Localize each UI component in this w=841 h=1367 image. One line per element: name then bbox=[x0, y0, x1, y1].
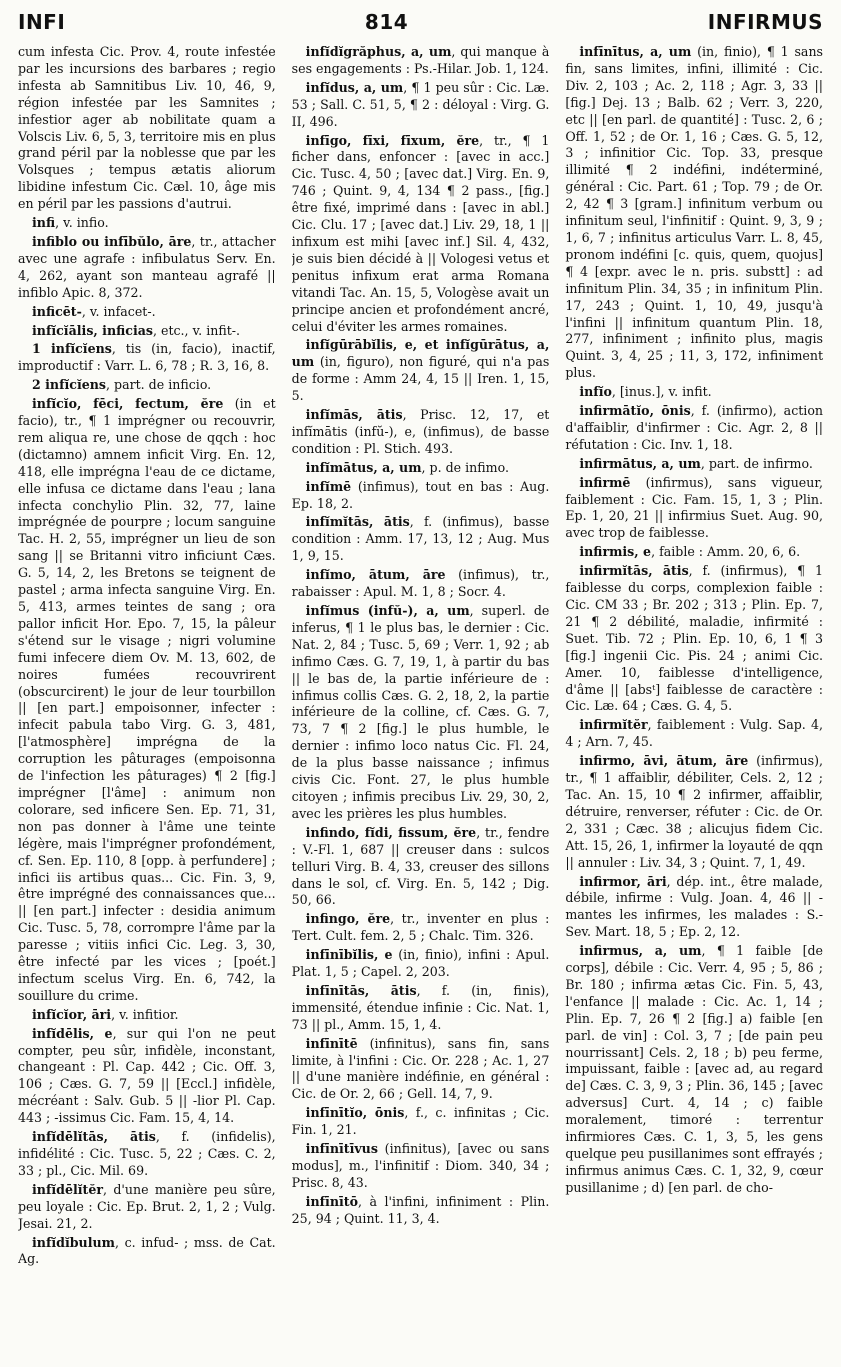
entry-definition: , tr., attacher avec une agrafe : infibulatus Serv. En. 4, 262, ayant son manteau agrafé || infiblo Apic. 8, 372. bbox=[18, 233, 276, 300]
column-2 bbox=[292, 44, 550, 1360]
dictionary-entry bbox=[565, 475, 823, 543]
entry-definition: , tr., ¶ 1 ficher dans, enfoncer : [avec in acc.] Cic. Tusc. 4, 50 ; [avec dat.] Virg. En. 9, 746 ; Quint. 9, 4, 134 ¶ 2 pass., [fig.] être fixé, imprimé dans : [avec in abl.] Cic. Clu. 17 ; [avec dat.] Liv. 29, 18, 1 || infixum est mihi [avec inf.] Sil. 4, 432, je suis bien décidé à || Vologesi vetus et penitus infixum erat arma Romana vitandi Tac. An. 15, 5, Vologèse avait un principe ancien et profondément ancré, celui d'éviter les armes romaines. bbox=[291, 132, 550, 334]
dictionary-entry bbox=[292, 337, 550, 405]
dictionary-entry bbox=[18, 304, 276, 321]
column-3 bbox=[565, 44, 823, 1360]
entry-definition: (in, finio), infini : Apul. Plat. 1, 5 ; Capel. 2, 203. bbox=[291, 947, 550, 980]
dictionary-entry bbox=[18, 1026, 276, 1127]
entry-headword: infi bbox=[32, 215, 56, 231]
entry-headword: infirmis, e bbox=[579, 544, 652, 560]
dictionary-entry bbox=[292, 133, 550, 336]
entry-headword: infĭmo, ātum, āre bbox=[305, 567, 446, 583]
entry-headword: infirmus, a, um bbox=[579, 943, 702, 959]
dictionary-entry bbox=[565, 717, 823, 751]
dictionary-entry bbox=[18, 215, 276, 232]
dictionary-entry bbox=[18, 234, 276, 302]
dictionary-entry bbox=[565, 563, 823, 715]
dictionary-entry bbox=[565, 384, 823, 401]
entry-definition: (infimus), tout en bas : Aug. Ep. 18, 2. bbox=[291, 478, 550, 511]
entry-headword: 2 infĭcĭens bbox=[32, 377, 107, 393]
entry-headword: infingo, ĕre bbox=[305, 911, 391, 927]
entry-headword: infĭdēlis, e bbox=[32, 1025, 113, 1041]
entry-headword: infĭmus (infŭ-), a, um bbox=[305, 603, 470, 618]
entry-definition: , v. infacet-. bbox=[81, 303, 156, 319]
entry-definition: (in, figuro), non figuré, qui n'a pas de forme : Amm 24, 4, 15 || Iren. 1, 15, 5. bbox=[291, 354, 550, 404]
dictionary-entry bbox=[292, 514, 550, 565]
entry-headword: infĭmātus, a, um bbox=[305, 459, 422, 475]
dictionary-entry bbox=[292, 1194, 550, 1228]
header-left-guideword: INFI bbox=[18, 10, 66, 34]
entry-headword: infĭo bbox=[579, 384, 612, 400]
entry-headword: infiblo ou infībŭlo, āre bbox=[32, 233, 192, 249]
dictionary-entry bbox=[292, 460, 550, 477]
entry-headword: infĭmās, ātis bbox=[305, 407, 403, 423]
dictionary-entry bbox=[18, 377, 276, 394]
entry-definition: , faible : Amm. 20, 6, 6. bbox=[651, 544, 801, 560]
entry-definition: , f. (infimus), basse condition : Amm. 17, 13, 12 ; Aug. Mus 1, 9, 15. bbox=[291, 514, 550, 564]
entry-headword: infĭcĭālis, inficias bbox=[32, 322, 153, 338]
entry-definition: , tr., inventer en plus : Tert. Cult. fem. 2, 5 ; Chalc. Tim. 326. bbox=[291, 911, 550, 944]
entry-headword: infirmĭtĕr bbox=[579, 717, 648, 733]
entry-definition: , dép. int., être malade, débile, infirme : Vulg. Joan. 4, 46 || -mantes les infirmes, les malades : S.-Sev. Mart. 18, 5 ; Ep. 2, 12. bbox=[565, 873, 824, 940]
entry-headword: infĭdĭgrăphus, a, um bbox=[305, 44, 452, 59]
header-right-guideword: INFIRMUS bbox=[707, 10, 823, 34]
dictionary-entry bbox=[18, 1129, 276, 1180]
entry-definition: , Prisc. 12, 17, et infĭmātis (infŭ-), e, (infimus), de basse condition : Pl. Stich. 493. bbox=[291, 407, 550, 456]
entry-headword: infĭdĭbulum bbox=[32, 1234, 115, 1250]
dictionary-entry bbox=[565, 753, 823, 871]
entry-definition: , p. de infimo. bbox=[421, 459, 509, 475]
entry-definition: , à l'infini, infiniment : Plin. 25, 94 ; Quint. 11, 3, 4. bbox=[291, 1193, 550, 1226]
dictionary-entry bbox=[565, 456, 823, 473]
dictionary-entry bbox=[18, 341, 276, 375]
dictionary-entry bbox=[18, 1007, 276, 1024]
dictionary-entry bbox=[292, 983, 550, 1034]
entry-headword: infirmē bbox=[579, 474, 631, 490]
dictionary-entry bbox=[292, 567, 550, 601]
entry-definition: , part. de infirmo. bbox=[700, 455, 813, 471]
entry-definition: , f., c. infinitas ; Cic. Fin. 1, 21. bbox=[291, 1105, 550, 1138]
dictionary-entry bbox=[292, 825, 550, 910]
entry-definition: (in, finio), ¶ 1 sans fin, sans limites, infini, illimité : Cic. Div. 2, 103 ; Ac. 2, 118 ; Agr. 3, 33 || [fig.] Dej. 13 ; Balb. 62 ; Verr. 3, 220, etc || [en parl. de quantité] : Tusc. 2, 6 ; Off. 1, 52 ; de Or. 1, 16 ; Cæs. G. 5, 12, 3 ; infinitior Cic. Top. 33, presque illimité ¶ 2 indéfini, indéterminé, général : Cic. Part. 61 ; Top. 79 ; de Or. 2, 42 ¶ 3 [gram.] infinitum verbum ou infinitum seul, l'infinitif : Quint. 9, 3, 9 ; 1, 6, 7 ; infinitus articulus Varr. L. 8, 45, pronom indéfini [c. quis, quem, quojus] ¶ 4 [expr. avec le n. pris. substt] : ad infinitum Plin. 34, 35 ; in infinitum Plin. 17, 243 ; Quint. 1, 10, 49, jusqu'à l'infini || infinitum quantum Plin. 18, 277, infiniment ; infinito plus, magis Quint. 3, 4, 25 ; 11, 3, 172, infiniment plus. bbox=[565, 44, 824, 381]
dictionary-entry bbox=[565, 874, 823, 942]
entry-headword: infīnītās, ātis bbox=[305, 982, 417, 998]
page-number: 814 bbox=[364, 10, 409, 34]
entry-headword: infĭgūrābĭlis, e, et infĭgūrātus, a, um bbox=[291, 337, 550, 370]
dictionary-entry bbox=[565, 943, 823, 1197]
entry-headword: infirmātĭo, ōnis bbox=[579, 403, 691, 419]
entry-headword: infīnītus, a, um bbox=[579, 44, 692, 59]
entry-headword: infindo, fĭdi, fissum, ĕre bbox=[305, 824, 477, 840]
dictionary-entry bbox=[292, 1036, 550, 1104]
entry-headword: infirmātus, a, um bbox=[579, 455, 701, 471]
entry-headword: infīnītō bbox=[305, 1193, 358, 1209]
entry-headword: infĭmē bbox=[305, 478, 352, 494]
entry-definition: (in et facio), tr., ¶ 1 imprégner ou recouvrir, rem aliqua re, une chose de qqch : hoc (dictamno) amnem inficit Virg. En. 12, 418, elle imprégna l'eau de ce dictame, elle infusa ce dictame dans l'eau ; lana infecta conchylio Plin. 32, 77, laine imprégnée de pourpre ; locum sanguine Tac. H. 2, 55, imprégner un lieu de son sang || se Britanni vitro inficiunt Cæs. G. 5, 14, 2, les Bretons se teignent de pastel ; arma infecta sanguine Virg. En. 5, 413, armes teintes de sang ; ora pallor inficit Hor. Epo. 7, 15, la pâleur s'étend sur le visage ; nigri volumine fumi infecere diem Ov. M. 13, 602, de noires fumées recouvrirent (obscurcirent) le jour de leur tourbillon || [en part.] empoisonner, infecter : infecit pabula tabo Virg. G. 3, 481, [l'atmosphère] imprégna de la corruption les pâturages (empoisonna de l'infection les pâturages) ¶ 2 [fig.] imprégner [l'âme] : animum non colorare, sed inficere Sen. Ep. 71, 31, non pas donner à l'âme une teinte légère, mais l'imprégner profondément, cf. Sen. Ep. 110, 8 [opp. à perfundere] ; infici iis artibus quas... Cic. Fin. 3, 9, être imprégné des connaissances que... || [en part.] infecter : desidia animum Cic. Tusc. 5, 78, corrompre l'âme par la paresse ; vitiis infici Cic. Leg. 3, 30, être infecté par les vices ; [poét.] infectum scelus Virg. En. 6, 742, la souillure du crime. bbox=[18, 396, 276, 1003]
dictionary-entry bbox=[292, 947, 550, 981]
entry-definition: , f. (infirmus), ¶ 1 faiblesse du corps, complexion faible : Cic. CM 33 ; Br. 202 ; 313 ; Plin. Ep. 7, 21 ¶ 2 débilité, maladie, infirmité : Suet. Tib. 72 ; Plin. Ep. 10, 6, 1 ¶ 3 [fig.] ingenii Cic. Pis. 24 ; animi Cic. Amer. 10, faiblesse d'intelligence, d'âme || [absᵗ] faiblesse de caractère : Cic. Læ. 64 ; Cæs. G. 4, 5. bbox=[565, 563, 824, 714]
columns bbox=[18, 44, 823, 1360]
entry-definition: (infinitus), [avec ou sans modus], m., l'infinitif : Diom. 340, 34 ; Prisc. 8, 43. bbox=[291, 1141, 550, 1190]
entry-definition: , faiblement : Vulg. Sap. 4, 4 ; Arn. 7, 45. bbox=[565, 717, 824, 750]
entry-headword: infirmor, āri bbox=[579, 873, 667, 889]
entry-headword: infīnītīvus bbox=[305, 1141, 378, 1157]
entry-definition: , f. (infirmo), action d'affaiblir, d'infirmer : Cic. Agr. 2, 8 || réfutation : Cic. Inv. 1, 18. bbox=[565, 403, 824, 452]
entry-headword: infīnītĭo, ōnis bbox=[305, 1105, 405, 1121]
dictionary-entry bbox=[292, 80, 550, 131]
dictionary-entry bbox=[18, 1182, 276, 1233]
entry-headword: infĭcĭo, fēci, fectum, ĕre bbox=[32, 396, 224, 412]
dictionary-entry bbox=[565, 544, 823, 561]
entry-definition: , [inus.], v. infit. bbox=[611, 384, 712, 400]
entry-definition: , etc., v. infit-. bbox=[152, 322, 241, 338]
entry-headword: infĭcĭor, āri bbox=[32, 1006, 112, 1022]
dictionary-entry bbox=[18, 396, 276, 1005]
entry-definition: , f. (infidelis), infidélité : Cic. Tusc. 5, 22 ; Cæs. C. 2, 33 ; pl., Cic. Mil. 69. bbox=[18, 1129, 276, 1178]
entry-definition: (infirmus), tr., ¶ 1 affaiblir, débiliter, Cels. 2, 12 ; Tac. An. 15, 10 ¶ 2 infirmer, affaiblir, détruire, renverser, réfuter : Cic. de Or. 2, 331 ; Cæc. 38 ; alicujus fidem Cic. Att. 15, 26, 1, infirmer la loyauté de qqn || annuler : Liv. 34, 3 ; Quint. 7, 1, 49. bbox=[565, 753, 824, 870]
dictionary-entry bbox=[292, 407, 550, 458]
entry-definition: , v. infitior. bbox=[111, 1006, 179, 1022]
entry-definition: , superl. de inferus, ¶ 1 le plus bas, le dernier : Cic. Nat. 2, 84 ; Tusc. 5, 69 ; Verr. 1, 92 ; ab infimo Cæs. G. 7, 19, 1, à partir du bas || le bas de, la partie inférieure de : infimus collis Cæs. G. 2, 18, 2, la partie inférieure de la colline, cf. Cæs. G. 7, 73, 7 ¶ 2 [fig.] le plus humble, le dernier : infimo loco natus Cic. Fl. 24, de la plus basse naissance ; infimus civis Cic. Font. 27, le plus humble citoyen ; infimis precibus Liv. 29, 30, 2, avec les prières les plus humbles. bbox=[291, 603, 550, 821]
entry-headword: infirmĭtās, ātis bbox=[579, 563, 689, 579]
dictionary-entry bbox=[292, 603, 550, 823]
entry-definition: (infirmus), sans vigueur, faiblement : Cic. Fam. 15, 1, 3 ; Plin. Ep. 1, 20, 21 || infirmius Suet. Aug. 90, avec trop de faiblesse. bbox=[565, 474, 824, 541]
dictionary-entry bbox=[565, 403, 823, 454]
entry-definition: , ¶ 1 faible [de corps], débile : Cic. Verr. 4, 95 ; 5, 86 ; Br. 180 ; infirma ætas Cic. Fin. 5, 43, l'enfance || malade : Cic. Ac. 1, 14 ; Plin. Ep. 7, 26 ¶ 2 [fig.] a) faible [en parl. de vin] : Col. 3, 7 ; [de pain peu nourrissant] Cels. 2, 18 ; b) peu ferme, impuissant, faible : [avec ad, au regard de] Cæs. C. 3, 9, 3 ; Plin. 36, 145 ; [avec adversus] Curt. 4, 14 ; c) faible moralement, timoré : terrentur infirmiores Cæs. C. 1, 3, 5, les gens quelque peu pusillanimes sont effrayés ; infirmus animus Cæs. C. 1, 32, 9, cœur pusillanime ; d) [en parl. de cho- bbox=[565, 943, 824, 1195]
dictionary-entry bbox=[292, 479, 550, 513]
entry-headword: infirmo, āvi, ātum, āre bbox=[579, 753, 749, 769]
dictionary-entry bbox=[292, 911, 550, 945]
entry-definition: , tis (in, facio), inactif, improductif : Varr. L. 6, 78 ; R. 3, 16, 8. bbox=[18, 341, 276, 374]
dictionary-entry bbox=[565, 44, 823, 382]
entry-headword: 1 infĭcĭens bbox=[32, 341, 112, 357]
entry-headword: infĭdēlĭtās, ātis bbox=[32, 1129, 156, 1145]
entry-definition: , f. (in, finis), immensité, étendue infinie : Cic. Nat. 1, 73 || pl., Amm. 15, 1, 4. bbox=[291, 982, 550, 1032]
entry-headword: infīnītē bbox=[305, 1035, 358, 1051]
entry-headword: infīnībĭlis, e bbox=[305, 947, 393, 963]
entry-definition: , v. infio. bbox=[55, 215, 109, 231]
page-header bbox=[18, 10, 823, 44]
dictionary-entry bbox=[292, 1141, 550, 1192]
entry-headword: infīgo, fīxi, fīxum, ĕre bbox=[305, 132, 480, 148]
dictionary-entry bbox=[292, 1105, 550, 1139]
entry-headword: infĭdus, a, um bbox=[305, 79, 404, 95]
entry-headword: infĭmĭtās, ātis bbox=[305, 514, 410, 530]
column-1 bbox=[18, 44, 276, 1360]
entry-definition: (infinitus), sans fin, sans limite, à l'infini : Cic. Or. 228 ; Ac. 1, 27 || d'une manière indéfinie, en général : Cic. de Or. 2, 66 ; Gell. 14, 7, 9. bbox=[291, 1035, 550, 1102]
dictionary-entry bbox=[292, 44, 550, 78]
entry-definition: , c. infud- ; mss. de Cat. Ag. bbox=[18, 1234, 276, 1267]
entry-definition: , d'une manière peu sûre, peu loyale : Cic. Ep. Brut. 2, 1, 2 ; Vulg. Jesai. 21, 2. bbox=[18, 1181, 276, 1231]
entry-definition: , tr., fendre : V.-Fl. 1, 687 || creuser dans : sulcos telluri Virg. B. 4, 33, creuser des sillons dans le sol, cf. Virg. En. 5, 142 ; Dig. 50, 66. bbox=[291, 824, 550, 908]
entry-definition: , ¶ 1 peu sûr : Cic. Læ. 53 ; Sall. C. 51, 5, ¶ 2 : déloyal : Virg. G. II, 496. bbox=[291, 79, 550, 129]
entry-definition: cum infesta Cic. Prov. 4, route infestée par les incursions des barbares ; regio infesta ab Samnitibus Liv. 10, 46, 9, région infestée par les Samnites ; infestior ager ab nobilitate quam a Volscis Liv. 6, 5, 3, territoire mis en plus grand péril par la noblesse que par les Volsques ; tempus ætatis aliorum libidine infestum Cic. Cæl. 10, âge mis en péril par les passions d'autrui. bbox=[18, 44, 276, 212]
entry-headword: infĭdēlĭtĕr bbox=[32, 1181, 103, 1197]
entry-definition: (infimus), tr., rabaisser : Apul. M. 1, 8 ; Socr. 4. bbox=[291, 567, 550, 600]
entry-definition: , part. de inficio. bbox=[106, 377, 212, 393]
entry-definition: , qui manque à ses engagements : Ps.-Hilar. Job. 1, 124. bbox=[291, 44, 550, 76]
dictionary-entry bbox=[18, 1235, 276, 1269]
dictionary-entry bbox=[18, 44, 276, 213]
entry-headword: inficēt- bbox=[32, 303, 82, 319]
entry-definition: , sur qui l'on ne peut compter, peu sûr, infidèle, inconstant, changeant : Pl. Cap. 442 ; Cic. Off. 3, 106 ; Cæs. G. 7, 59 || [Eccl.] infidèle, mécréant : Salv. Gub. 5 || -lior Pl. Cap. 443 ; -issimus Cic. Fam. 15, 4, 14. bbox=[18, 1025, 276, 1126]
dictionary-entry bbox=[18, 323, 276, 340]
